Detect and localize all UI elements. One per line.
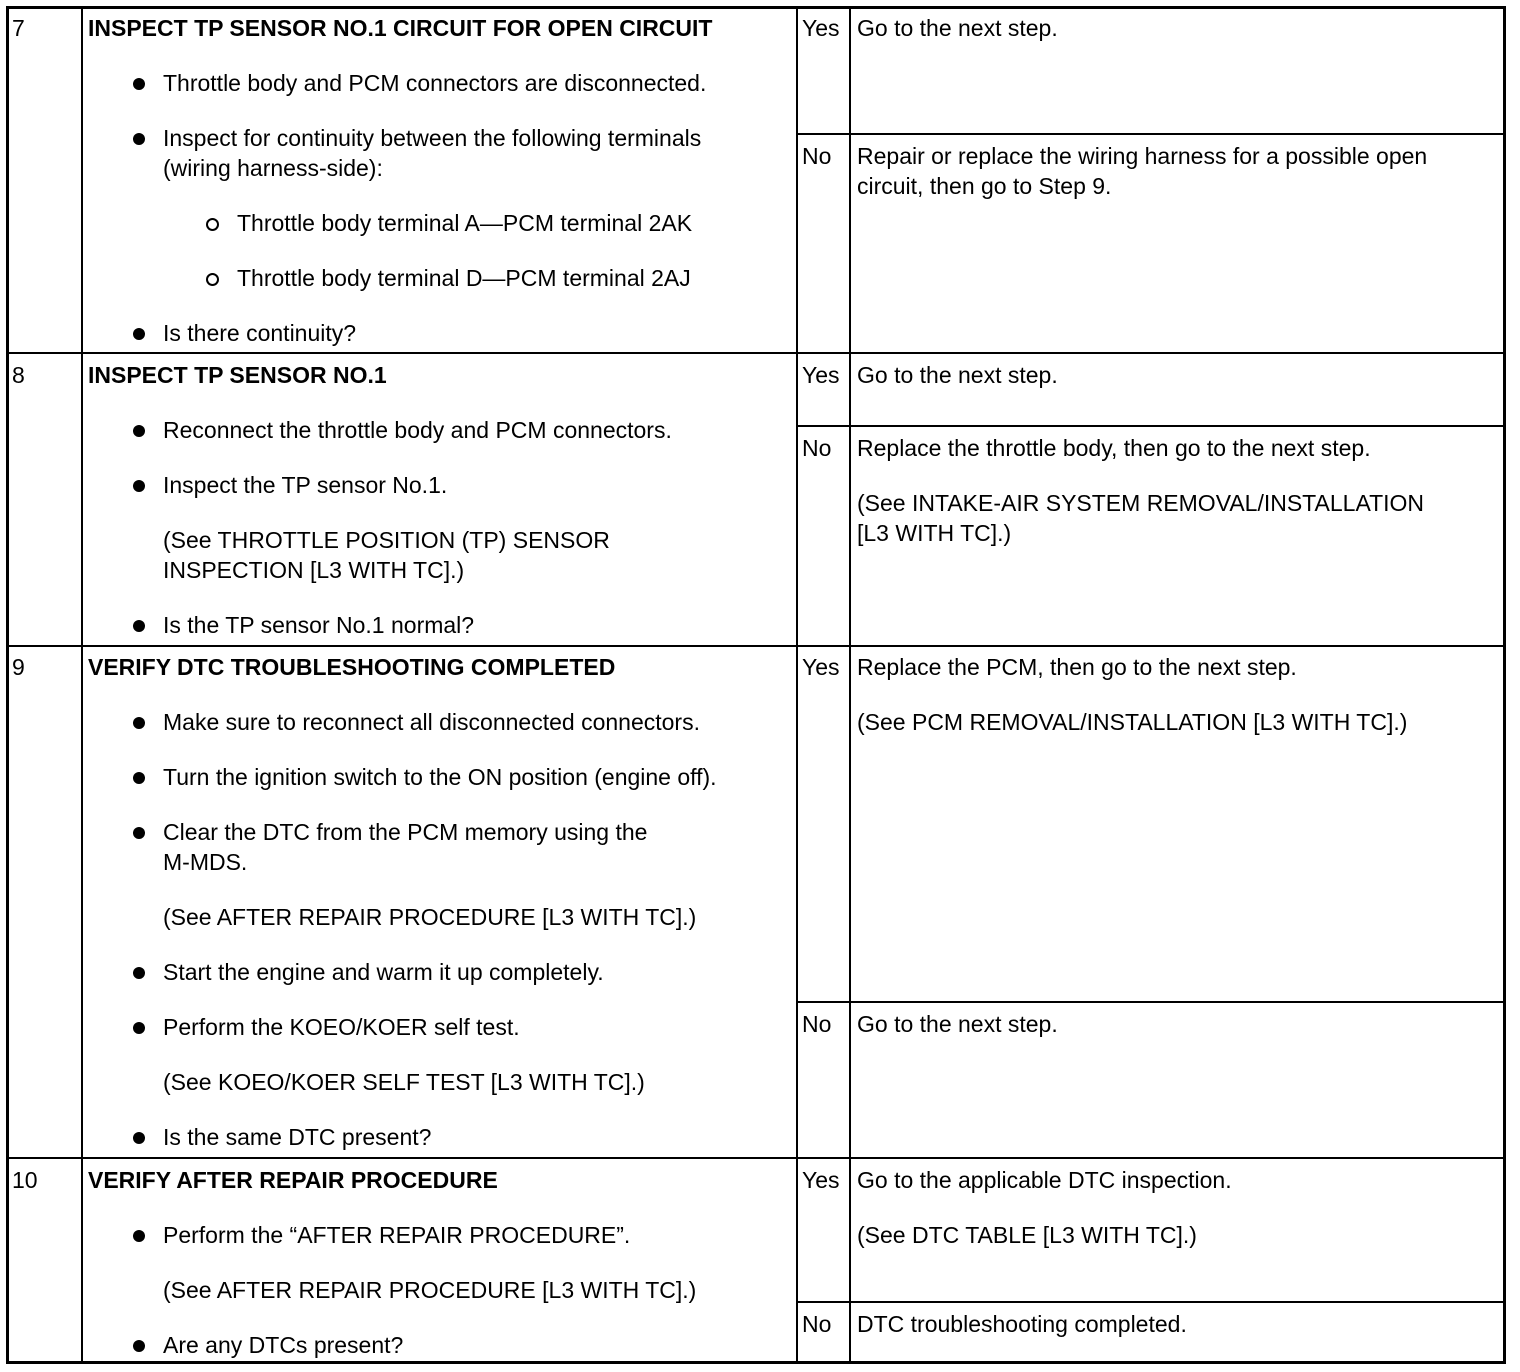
no-action: (See INTAKE-AIR SYSTEM REMOVAL/INSTALLATION (857, 490, 1425, 516)
column-divider (81, 6, 83, 1364)
reference-note: INSPECTION [L3 WITH TC].) (163, 557, 465, 583)
yes-label: Yes (802, 362, 840, 388)
check-question: Is the same DTC present? (163, 1124, 432, 1150)
bullet-icon (133, 1132, 145, 1144)
sub-item: Throttle body terminal A—PCM terminal 2AK (237, 210, 693, 236)
yes-no-divider (796, 425, 1506, 427)
row-divider (6, 1157, 1506, 1159)
troubleshooting-table (6, 6, 1506, 1364)
check-item: Start the engine and warm it up completely. (163, 959, 604, 985)
yes-no-divider (796, 133, 1506, 135)
yes-action: (See DTC TABLE [L3 WITH TC].) (857, 1222, 1197, 1248)
bullet-icon (133, 1340, 145, 1352)
sub-bullet-icon (206, 273, 219, 286)
step-title: INSPECT TP SENSOR NO.1 CIRCUIT FOR OPEN CIRCUIT (88, 15, 713, 41)
bullet-icon (133, 717, 145, 729)
no-action: Go to the next step. (857, 1011, 1058, 1037)
yes-action: Replace the PCM, then go to the next step. (857, 654, 1297, 680)
bullet-icon (133, 133, 145, 145)
bullet-icon (133, 620, 145, 632)
no-action: [L3 WITH TC].) (857, 520, 1012, 546)
sub-bullet-icon (206, 218, 219, 231)
bullet-icon (133, 78, 145, 90)
no-label: No (802, 1011, 832, 1037)
reference-note: (See KOEO/KOER SELF TEST [L3 WITH TC].) (163, 1069, 645, 1095)
row-divider (6, 645, 1506, 647)
sub-item: Throttle body terminal D—PCM terminal 2AJ (237, 265, 691, 291)
row-divider (6, 352, 1506, 354)
reference-note: (See AFTER REPAIR PROCEDURE [L3 WITH TC].) (163, 1277, 697, 1303)
step-title: VERIFY AFTER REPAIR PROCEDURE (88, 1167, 498, 1193)
bullet-icon (133, 328, 145, 340)
no-action: DTC troubleshooting completed. (857, 1311, 1187, 1337)
bullet-icon (133, 425, 145, 437)
bullet-icon (133, 772, 145, 784)
step-title: VERIFY DTC TROUBLESHOOTING COMPLETED (88, 654, 616, 680)
step-title: INSPECT TP SENSOR NO.1 (88, 362, 387, 388)
column-divider (796, 6, 798, 1364)
bullet-icon (133, 480, 145, 492)
yes-action: Go to the next step. (857, 362, 1058, 388)
reference-note: (See AFTER REPAIR PROCEDURE [L3 WITH TC].) (163, 904, 697, 930)
check-item: Inspect the TP sensor No.1. (163, 472, 448, 498)
check-question: Are any DTCs present? (163, 1332, 404, 1358)
check-question: Is the TP sensor No.1 normal? (163, 612, 475, 638)
bullet-icon (133, 967, 145, 979)
no-action: Repair or replace the wiring harness for a possible open (857, 143, 1428, 169)
yes-label: Yes (802, 1167, 840, 1193)
check-item-continued: M-MDS. (163, 849, 248, 875)
check-item: Make sure to reconnect all disconnected connectors. (163, 709, 700, 735)
check-item: Reconnect the throttle body and PCM connectors. (163, 417, 672, 443)
yes-action: Go to the next step. (857, 15, 1058, 41)
yes-label: Yes (802, 654, 840, 680)
no-label: No (802, 1311, 832, 1337)
no-label: No (802, 143, 832, 169)
bullet-icon (133, 827, 145, 839)
check-item: Inspect for continuity between the following terminals (163, 125, 702, 151)
step-number: 9 (12, 654, 25, 680)
step-number: 10 (12, 1167, 38, 1193)
bullet-icon (133, 1230, 145, 1242)
check-item-continued: (wiring harness-side): (163, 155, 383, 181)
no-action: circuit, then go to Step 9. (857, 173, 1112, 199)
check-item: Throttle body and PCM connectors are disconnected. (163, 70, 707, 96)
yes-label: Yes (802, 15, 840, 41)
check-item: Perform the KOEO/KOER self test. (163, 1014, 520, 1040)
no-action: Replace the throttle body, then go to the next step. (857, 435, 1371, 461)
yes-no-divider (796, 1001, 1506, 1003)
bullet-icon (133, 1022, 145, 1034)
yes-action: (See PCM REMOVAL/INSTALLATION [L3 WITH TC].) (857, 709, 1408, 735)
check-item: Clear the DTC from the PCM memory using the (163, 819, 648, 845)
check-question: Is there continuity? (163, 320, 357, 346)
column-divider (849, 6, 851, 1364)
yes-action: Go to the applicable DTC inspection. (857, 1167, 1232, 1193)
check-item: Perform the “AFTER REPAIR PROCEDURE”. (163, 1222, 631, 1248)
step-number: 8 (12, 362, 25, 388)
yes-no-divider (796, 1301, 1506, 1303)
no-label: No (802, 435, 832, 461)
check-item: Turn the ignition switch to the ON position (engine off). (163, 764, 717, 790)
reference-note: (See THROTTLE POSITION (TP) SENSOR (163, 527, 610, 553)
step-number: 7 (12, 15, 25, 41)
